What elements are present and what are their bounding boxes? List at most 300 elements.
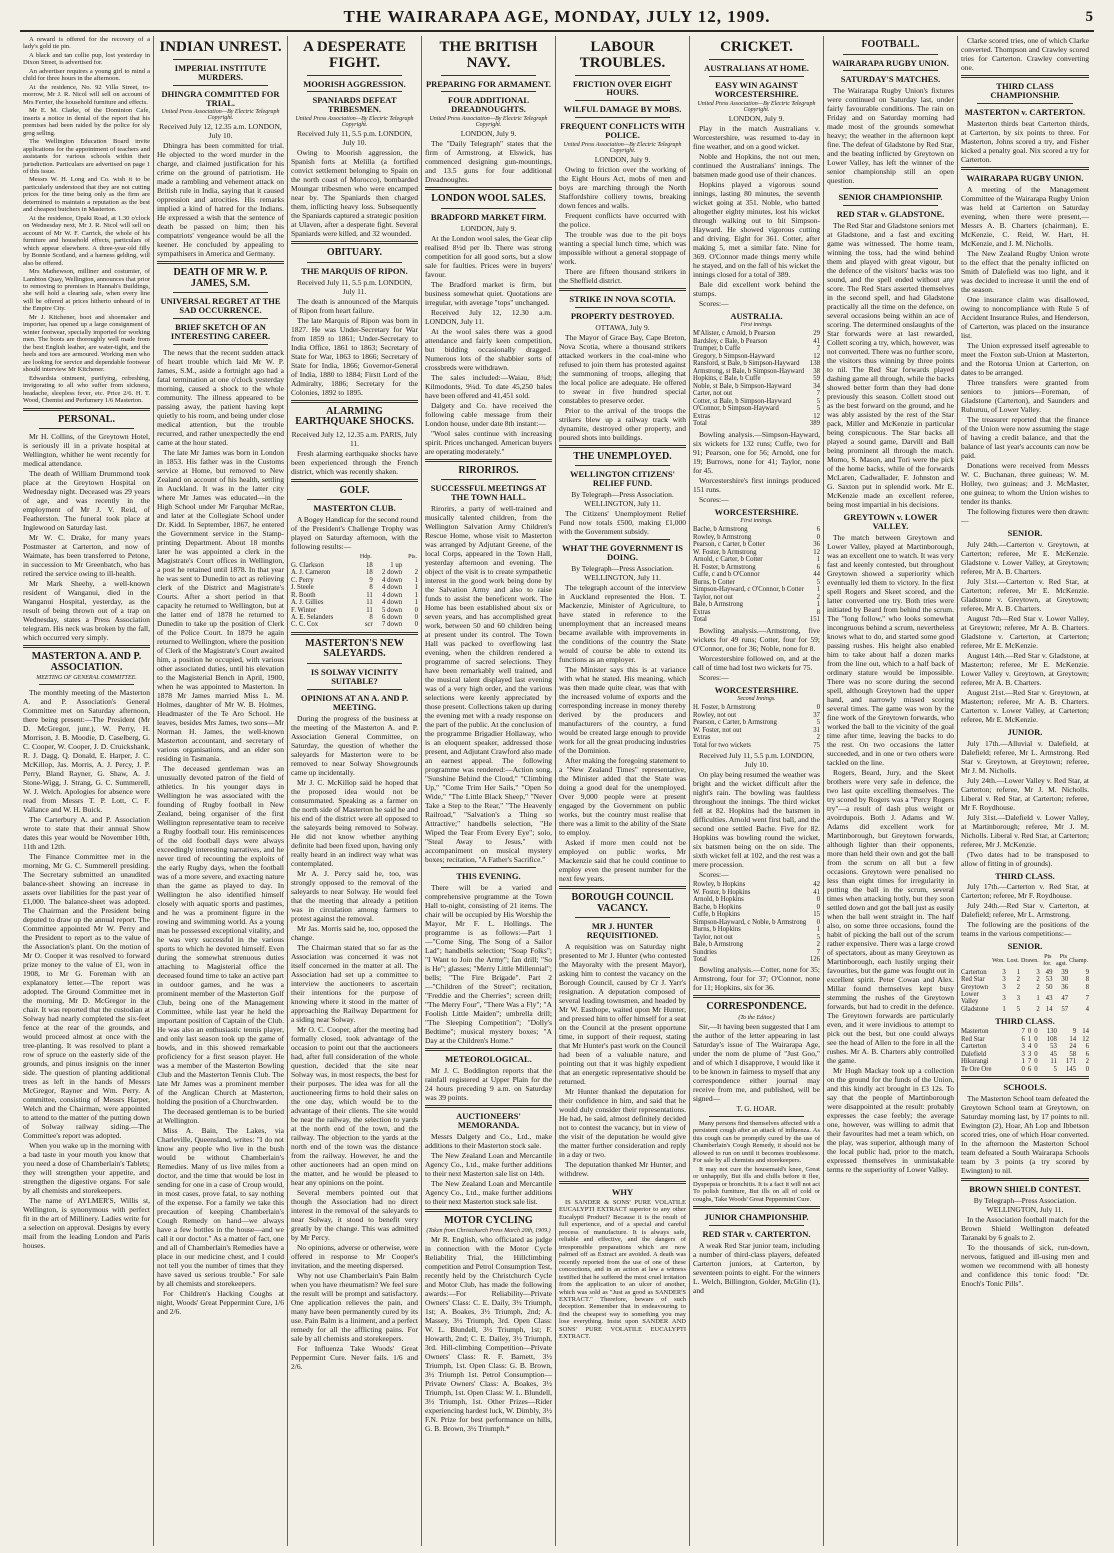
table-cell: Extras bbox=[693, 608, 711, 616]
divider bbox=[307, 663, 402, 664]
table-cell: A. J. Cameron bbox=[291, 569, 331, 577]
news-paragraph: The following fixtures were then drawn:— bbox=[961, 506, 1089, 525]
credit-line: United Press Association—By Electric Telegraph Copyright. bbox=[697, 100, 816, 113]
divider bbox=[425, 187, 552, 190]
news-paragraph: Mr Hugh Mackay took up a collection on the ground for the funds of the Union, and this kindly act brought in £3 12s. To say that the people of Martinborough were disappointed at the result: probably expresses the case feebly; the average one, however, was willing to admit that their favourites had met a team which, on the play, was superior, although many of the local public had, prior to the match, expressed themselves in unmistakable terms re the superiority of Lower Valley. bbox=[827, 1066, 954, 1175]
table-cell: 14 bbox=[1082, 1028, 1089, 1036]
table-cell: 8 bbox=[369, 613, 373, 621]
subheading: MEETING OF GENERAL COMMITTEE. bbox=[36, 675, 137, 681]
divider bbox=[843, 188, 938, 189]
subheading: SCHOOLS. bbox=[1003, 1082, 1047, 1093]
table-cell: 130 bbox=[1046, 1028, 1057, 1036]
headline-football: FOOTBALL. bbox=[861, 39, 920, 50]
scorecard-worcestershire-second bbox=[693, 704, 820, 749]
table-row bbox=[693, 541, 820, 548]
news-brief: Mr E. M. Clarke, of the Dominion Cafe, inserts a notice in denial of the report that his premises had been raided by the police for sly grog selling. bbox=[23, 107, 150, 137]
table-cell: 2 bbox=[816, 734, 820, 742]
divider bbox=[157, 261, 284, 264]
divider bbox=[843, 54, 938, 55]
table-row bbox=[291, 584, 418, 591]
table-cell: 0 bbox=[816, 533, 820, 541]
divider bbox=[291, 632, 418, 635]
table-cell: 37 bbox=[813, 711, 820, 719]
table-cell: Lower Valley bbox=[961, 990, 979, 1006]
table-header bbox=[961, 953, 991, 968]
news-paragraph: The Union expressed itself agreeable to meet the Foxton sub-Union at Masterton, and the Rotorua Union at Carterton, on dates to be arranged. bbox=[961, 340, 1089, 377]
table-row bbox=[693, 383, 820, 390]
table-header: Won. bbox=[992, 957, 1005, 964]
subheading: WHAT THE GOVERNMENT IS DOING. bbox=[562, 543, 683, 563]
table-row bbox=[961, 976, 1089, 983]
divider bbox=[425, 1105, 552, 1108]
table-cell: 49 bbox=[1045, 968, 1053, 976]
table-row bbox=[693, 911, 820, 918]
table-cell: H. Foster, b Armstrong bbox=[693, 704, 756, 712]
table-cell: Hopkins, c Bale, b Cuffe bbox=[693, 375, 761, 383]
credit-line: United Press Association—By Electric Telegraph Copyright. bbox=[563, 142, 682, 155]
table-header-row bbox=[961, 953, 1089, 968]
table-cell: 0 bbox=[414, 606, 418, 614]
table-cell: Dalefield bbox=[961, 1050, 987, 1058]
table-cell: 29 bbox=[813, 330, 820, 338]
table-cell: Rowley, b Armstrong bbox=[693, 533, 752, 541]
table-cell: 0 bbox=[1034, 1043, 1038, 1051]
news-paragraph: The sales included:—Waiau, 8¾d; Kilmodonts, 9¼d. To date 45,250 bales have been offered and 41,451 sold. bbox=[425, 372, 552, 400]
news-paragraph: Scores:— bbox=[699, 870, 729, 880]
news-paragraph: Frequent conflicts have occurred with the police. bbox=[559, 211, 686, 230]
headline-brown-shield: BROWN SHIELD CONTEST. bbox=[969, 1184, 1081, 1195]
table-cell: 0 bbox=[816, 896, 820, 904]
divider bbox=[425, 1209, 552, 1212]
table-cell: 6 bbox=[1085, 1043, 1089, 1051]
table-cell: 38 bbox=[813, 367, 820, 375]
table-row bbox=[693, 413, 820, 420]
table-cell: 4 down bbox=[381, 599, 403, 607]
dateline: Received July 11, 5.5 p.m. LONDON, July 10. bbox=[296, 129, 413, 148]
table-row bbox=[693, 712, 820, 719]
table-cell: 1 bbox=[414, 591, 418, 599]
table-cell: 30 bbox=[1061, 976, 1069, 984]
table-row bbox=[961, 1066, 1089, 1073]
headline-obituary: OBITUARY. bbox=[326, 247, 383, 259]
table-row bbox=[693, 934, 820, 941]
table-cell: 6 down bbox=[381, 613, 403, 621]
table-cell: 47 bbox=[1061, 994, 1069, 1002]
news-paragraph: For Influenza Take Woods' Great Peppermint Cure. Never fails. 1/6 and 2/6. bbox=[291, 1343, 418, 1371]
news-paragraph: Masterton thirds beat Carterton thirds, at Carterton, by six points to three. For Masterton, Johns scored a try, and Fisher kicked a penalty goal. Nix scored a try for Carterton. bbox=[961, 118, 1089, 164]
divider bbox=[961, 1076, 1089, 1079]
table-cell: Simpson-Hayward, c O'Connor, b Cotter bbox=[693, 586, 804, 594]
table-header: Drawn. bbox=[1020, 957, 1039, 964]
subheading: FOUR ADDITIONAL DREADNOUGHTS. bbox=[448, 95, 529, 115]
table-total-row bbox=[693, 616, 820, 623]
subheading: GREYTOWN v. LOWER VALLEY. bbox=[843, 512, 938, 532]
news-paragraph: The Carterbury A. and P. Association wrote to state that their annual Show dates this year would be November 10th, 11th and 12th. bbox=[23, 815, 150, 851]
table-cell: Greytown bbox=[961, 983, 989, 991]
scorecard-australia bbox=[693, 330, 820, 427]
table-cell: scr bbox=[364, 621, 373, 629]
table-cell: 18 bbox=[365, 561, 373, 569]
subheading: MOORISH AGGRESSION. bbox=[303, 78, 406, 89]
table-row bbox=[693, 609, 820, 616]
news-paragraph: Mr A. J. Percy said he, too, was strongly opposed to the removal of the saleyards to near Solway. He would feel that the meeting that already a petition was in circulation among farmers to protest against the removal. bbox=[291, 868, 418, 923]
table-row bbox=[693, 368, 820, 375]
divider bbox=[307, 499, 402, 500]
table-cell: W. Foster, b Armstrong bbox=[693, 548, 757, 556]
subheading: SPANIARDS DEFEAT TRIBESMEN. bbox=[312, 95, 397, 115]
table-cell: 3 bbox=[1002, 976, 1006, 984]
news-paragraph: Why not use Chamberlain's Pain Balm when you have rheumatism? We feel sure the result will be prompt and satisfactory. One application relieves the pain, and many have been permanently cured by its use. Pain Balm is a liniment, and a perfect remedy for all the afflicting pains. For sale by all chemists and storekeepers. bbox=[291, 1270, 418, 1343]
divider bbox=[441, 91, 536, 92]
table-row bbox=[693, 338, 820, 345]
table-row bbox=[693, 360, 820, 367]
subheading: FREQUENT CONFLICTS WITH POLICE. bbox=[560, 121, 685, 141]
table-cell: 0 bbox=[414, 621, 418, 629]
news-brief: Mr J. Kitchener, boot and shoemaker and importer, has opened up a large consignment of winter footwear, specially imported for working men. The boots are thoroughly well made from the best English leather, are water-tight, and the heels and toes are armoured. Working men who are looking for service and dependable footwear should interview Mr Kitchener. bbox=[23, 313, 150, 374]
table-row bbox=[291, 614, 418, 621]
table-cell: Arnold, c Carter, b Cotter bbox=[693, 556, 763, 564]
fixture-entry: The following are the positions of the teams in the various competitions:— bbox=[961, 920, 1089, 939]
column-8 bbox=[958, 36, 1092, 1546]
table-row bbox=[693, 926, 820, 933]
table-row bbox=[693, 549, 820, 556]
news-paragraph: The name of AYLMER'S, Willis st, Wellington, is synonymous with perfect fit in the art of Millinery. Ladies write for a selection on approval. Designs by every mail from the leading London and Paris houses. bbox=[23, 1196, 150, 1250]
table-row bbox=[961, 1028, 1089, 1035]
divider bbox=[575, 100, 670, 101]
table-cell: 58 bbox=[1069, 1050, 1077, 1058]
table-cell: 4 down bbox=[381, 591, 403, 599]
news-paragraph: Mr Jas. Morris said he, too, opposed the change. bbox=[291, 923, 418, 942]
table-cell: Ransford, st Bale, b Simpson-Hayward bbox=[693, 360, 800, 368]
news-brief: Mrs Mathewson, milliner and costumier, of Lambton Quay, Wellington, announces that prior to removing to premises in Hannah's Buildings, she will hold a clearing sale, when every line will be offered at prices hitherto unheard of in the Empire City. bbox=[23, 268, 150, 313]
news-paragraph: Dalgety and Co. have received the following cable message from their London house, under date 8th instant:— bbox=[425, 400, 552, 428]
divider bbox=[961, 167, 1089, 170]
divider bbox=[23, 408, 150, 411]
table-cell: Burns, b Hopkins bbox=[693, 926, 741, 934]
credit-line: United Press Association—By Electric Telegraph Copyright. bbox=[429, 116, 548, 129]
table-row bbox=[291, 569, 418, 576]
table-row bbox=[693, 556, 820, 563]
table-cell: 44 bbox=[813, 571, 820, 579]
news-paragraph: Mr O. C. Cooper, after the meeting had formally closed, took advantage of the occasion to point out that the auctioneers had, after full consideration of the whole question, decided that the site near Solway was, in most respects, the best for their purposes. The idea was for all the auctioneering firms to hold their sales on the one day, which would be to the advantage of their clients. The site would be near the railway, the selection to yards at the north end of the town, and the railway. The objection to the yards at the north end of the town was the distance from the railway. However, he and the other auctioneers had an open mind on the matter, and he would be pleased to hear any opinions on the point. bbox=[291, 1024, 418, 1187]
news-paragraph: The Minister says this is at variance with what he stated. His meaning, which was then made quite clear, was that with the increased volume of exports and the corresponding increase in money thereby derived by the producers and manufacturers of the country, a fund would be created large enough to provide work for all the great producing industries of the Dominion. bbox=[559, 665, 686, 756]
table-cell: 14 bbox=[1045, 1005, 1053, 1013]
subheading: IMPERIAL INSTITUTE MURDERS. bbox=[174, 62, 267, 82]
dateline: By Telegraph—Press Association. WELLINGTON, July 11. bbox=[571, 564, 674, 583]
divider bbox=[307, 91, 402, 92]
table-cell: 36 bbox=[813, 541, 820, 549]
table-cell: Hikurangi bbox=[961, 1058, 989, 1066]
table-cell: 4 bbox=[1027, 1043, 1032, 1051]
subheading: THIS EVENING. bbox=[456, 871, 521, 882]
table-header: Hdp. bbox=[359, 554, 372, 561]
column-2 bbox=[154, 36, 288, 1546]
subheading: BRIEF SKETCH OF AN INTERESTING CAREER. bbox=[170, 322, 271, 342]
news-paragraph: Scores:— bbox=[699, 672, 729, 682]
columns bbox=[20, 36, 1100, 1546]
news-paragraph: The Citizens' Unemployment Relief Fund now totals £500, making £1,000 with the Government subsidy. bbox=[559, 509, 686, 537]
table-cell: 5 bbox=[816, 933, 820, 941]
table-cell: Noble, st Bale, b Simpson-Hayward bbox=[693, 382, 792, 390]
table-cell: 7 bbox=[816, 390, 820, 398]
table-cell: 1 bbox=[1021, 1058, 1025, 1066]
table-cell: 3 bbox=[1021, 1050, 1025, 1058]
table-cell: 8 bbox=[369, 584, 373, 592]
headline-wool-sales: LONDON WOOL SALES. bbox=[431, 193, 546, 205]
divider bbox=[425, 459, 552, 462]
news-paragraph: The match between Greytown and Lower Valley, played at Martinborough, was an excellent one to watch. It was very fast and keenly contested, but throughout Greytown showed a superiority which eventually led them to victory. In the first spell Rogers and Skeet scored, and the latter converted one try. Both tries were initiated by Beard from behind the scrum. The "long follow," who looks somewhat incongruous behind a scrum, nevertheless knows what to do, and started some good passing rushes. His height also enabled him to take about half a dozen marks from the line out, which to a half back of ordinary stature would be impossible. There was no score during the second spell, although Greytown had the upper hand, and narrowly missed scoring several times. The game was won by the fine work of the Greytown forwards, who worked the ball to the vicinity of the goal time after time, leaving the backs to do the rest. On two occasions the latter succeeded, and in one or two others were tackled on the line. bbox=[827, 533, 954, 768]
table-cell: A. J. Gillies bbox=[291, 599, 324, 607]
table-cell: Sundries bbox=[693, 948, 717, 956]
table-cell: 1 bbox=[816, 601, 820, 609]
fixture-entry: July 17th.—Alluvial v. Dalefield, at Dalefield; referee, Mr L. Armstrong. Red Star v. Greytown, at Greytown; referee, Mr J. M. Nicholls. bbox=[961, 738, 1089, 775]
table-row bbox=[693, 889, 820, 896]
divider bbox=[307, 75, 402, 76]
table-row bbox=[693, 390, 820, 397]
divider bbox=[843, 205, 938, 206]
table-cell: 1 bbox=[816, 926, 820, 934]
divider bbox=[575, 117, 670, 118]
table-cell: 2 bbox=[816, 941, 820, 949]
subheading: OPINIONS AT AN A. AND P. MEETING. bbox=[300, 692, 409, 712]
scorecard-subheading: First innings. bbox=[740, 322, 773, 329]
table-row bbox=[961, 1036, 1089, 1043]
table-cell: Armstrong, st Bale, b Simpson-Hayward bbox=[693, 367, 805, 375]
dateline: Received July 12, 12.35 a.m. LONDON, July 10. bbox=[159, 122, 282, 141]
standings-third-class bbox=[961, 1028, 1089, 1073]
dateline: Received July 12, 12.35 a.m. PARIS, July 11. bbox=[291, 429, 418, 448]
table-row bbox=[693, 375, 820, 382]
table-cell: Pearson, c Carter, b Cotter bbox=[693, 541, 765, 549]
table-cell: 6 bbox=[816, 563, 820, 571]
news-paragraph: Dhingra has been committed for trial. He objected to the word murder in the charge, and claimed justification for his crime on the ground of patriotism. He made a rambling and vehement attack on British rule in India, saying that it caused oppression and atrocities. His remarks implied a kind of hatred for the Indians. He expressed a wish that the sentence of death be passed on him; then his compatriots' vengeance would be all the keener. He concluded by appealing to sympathisers in America and Germany. bbox=[157, 141, 284, 259]
table-row bbox=[961, 991, 1089, 1006]
table-cell: 5 bbox=[816, 405, 820, 413]
table-row bbox=[961, 1051, 1089, 1058]
divider bbox=[291, 400, 418, 403]
headline-correspondence: CORRESPONDENCE. bbox=[706, 1001, 807, 1013]
section-heading-ap-association: MASTERTON A. AND P. ASSOCIATION. bbox=[31, 651, 142, 673]
news-paragraph: The Red Star and Gladstone seniors met at Gladstone, and a fast and exciting game was witnessed. The home team, winning the toss, had the wind behind them and played with great vigour, but the defence of the visitors' backs was too sound, and the spell ended without any score. The Red Stars asserted themselves in the second spell, and had Gladstone practically all the time on the defence, on several occasions being within an ace of scoring. The determined onslaughts of the Star forwards were at last rewarded, Collett scoring a try, which, however, was not converted. There was no further score, the visitors thus winning by three points to nil. The Red Star forwards played dashing game all through, while the backs showed better form than they had done previously this season. Collett stood out as the best forward on the ground, and he was ably assisted by the rest of the Star pack, Miller and McKenzie in particular being conspicuous. The Star backs all played a sound game, Darvill and Ball being prominent all through the match. Momo, S. Mason, and Tori were the pick of the home backs, while of the forwards McLaren, Cadwallader, F. Johnston and G. Saxton put in splendid work. Mr E. McKenzie made an excellent referee, being most impartial in his decisions. bbox=[827, 221, 954, 510]
table-cell: C. C. Cox bbox=[291, 621, 319, 629]
subheading: AUSTRALIANS AT HOME. bbox=[704, 62, 809, 73]
news-paragraph: The Chairman stated that so far as the Association was concerned it was not itself concerned in the matter at all. The Association had set up a committee to interview the auctioneers to ascertain their intentions for the purpose of knowing where it stood in the matter of approaching the Railway Department for a siding near Solway. bbox=[291, 942, 418, 1024]
table-cell: 8 bbox=[1085, 976, 1089, 984]
divider bbox=[441, 479, 536, 480]
divider bbox=[559, 445, 686, 448]
table-header bbox=[291, 553, 353, 562]
news-paragraph: "Wool sales continue with increasing spirit. Prices unchanged. American buyers are operating moderately." bbox=[425, 428, 552, 456]
column-6 bbox=[690, 36, 824, 1546]
table-row bbox=[693, 704, 820, 711]
subheading: RED STAR v. CARTERTON. bbox=[702, 1229, 811, 1240]
divider bbox=[977, 103, 1073, 104]
table-cell: Pearson, c Carter, b Armstrong bbox=[693, 719, 777, 727]
table-cell: 42 bbox=[813, 881, 820, 889]
subheading: JUNIOR. bbox=[1007, 726, 1043, 737]
table-total-row bbox=[693, 742, 820, 749]
table-cell: Cuffe, b Hopkins bbox=[693, 911, 740, 919]
table-cell: 5 bbox=[1053, 1065, 1057, 1073]
news-paragraph: Owing to Moorish aggression, the Spanish forts at Melilla (a fortified convict settlement belonging to Spain on the north coast of Morocco), bombarded Moungar tribesmen who were encamped near by. The Spaniards then charged them, inflicting heavy loss. Subsequently the Spaniards captured a strategic position at Ulaven, after a desperate fight. Several Spaniards were killed, and 32 wounded. bbox=[291, 148, 418, 239]
table-cell: Red Star bbox=[961, 1035, 985, 1043]
news-paragraph: Scores:— bbox=[699, 494, 729, 504]
news-paragraph: The "Daily Telegraph" states that the firm of Armstrong, at Elswick, has commenced designing gun-mountings, and 13.5 guns for four additional Dreadnoughts. bbox=[425, 139, 552, 185]
table-cell: 4 bbox=[1085, 1005, 1089, 1013]
table-row bbox=[961, 984, 1089, 991]
scorecard-heading: AUSTRALIA. bbox=[730, 310, 783, 321]
fixture-entry: July 31st.—Dalefield v. Lower Valley, at Martinborough; referee, Mr J. M. Nicholls. Liberal v. Red Star, at Carterton; referee, Mr J. McKenzie. bbox=[961, 812, 1089, 849]
table-cell: Extras bbox=[693, 412, 711, 420]
divider bbox=[961, 75, 1089, 78]
credit-line: United Press Association—By Electric Telegraph Copyright. bbox=[295, 116, 414, 129]
divider bbox=[693, 1206, 820, 1209]
divider bbox=[559, 1181, 686, 1184]
table-cell: 171 bbox=[1065, 1058, 1077, 1066]
table-cell: 0 bbox=[1085, 1065, 1089, 1073]
table-row bbox=[693, 941, 820, 948]
letter-paragraph: Sir,—It having been suggested that I am the author of the letter appearing in last Saturday's issue of The Wairarapa Age, under the nom de plume of "Just Goo," and of which I disapprove, I would like it to be known in fairness to myself that any correspondence either journal may receive from me, and published, will be signed— bbox=[693, 1021, 820, 1103]
news-paragraph: During the progress of the business at the meeting of the Masterton A. and P. Association General Committee, on Saturday, the question of whether the saleyards for Masterton were to be removed to near Solway Showgrounds came up incidentally. bbox=[291, 713, 418, 777]
table-row bbox=[693, 727, 820, 734]
table-cell: H. Foster, b Armstrong bbox=[693, 563, 756, 571]
table-cell: Gregory, b Simpson-Hayward bbox=[693, 352, 775, 360]
headline-british-navy: THE BRITISH NAVY. bbox=[439, 39, 538, 71]
table-row bbox=[693, 719, 820, 726]
table-row bbox=[693, 949, 820, 956]
news-paragraph: Received July 12, 12.30 a.m. LONDON, July 11. bbox=[425, 307, 552, 326]
subheading: SENIOR. bbox=[1007, 941, 1043, 952]
news-brief: A black and tan collie pup, lost yesterday in Dixon Street, is advertised for. bbox=[23, 51, 150, 67]
news-paragraph: The news that the recent sudden attack of heart trouble which laid Mr W. P. James, S.M., aside a fortnight ago had a fatal termination at one o'clock yesterday morning, caused a shock to the whole community. The illness appeared to be passing away, the patient having kept quietly to his room, and being under close medical attention, but the trouble recurred, and rather unexpectedly the end came at the hour stated. bbox=[157, 348, 284, 448]
table-row bbox=[961, 969, 1089, 976]
table-header: Pts for. bbox=[1043, 954, 1052, 967]
subheading: BRADFORD MARKET FIRM. bbox=[430, 211, 547, 222]
table-cell: 39 bbox=[1061, 968, 1069, 976]
table-cell: 3 bbox=[1002, 968, 1006, 976]
fixture-entry: July 31st.—Carterton v. Red Star, at Carterton; referee, Mr E. McKenzie. Gladstone v. Greytown, at Greytown; referee, Mr A. B. Charters. bbox=[961, 576, 1089, 613]
table-cell: 53 bbox=[1045, 976, 1053, 984]
table-header: Pts. bbox=[408, 554, 417, 561]
subheading: SENIOR CHAMPIONSHIP. bbox=[838, 192, 943, 203]
table-cell: 1 bbox=[816, 586, 820, 594]
table-row bbox=[291, 562, 418, 569]
table-cell: O'Connor, b Simpson-Hayward bbox=[693, 405, 779, 413]
subheading: THE MARQUIS OF RIPON. bbox=[301, 265, 408, 276]
table-cell: 12 bbox=[1082, 1035, 1089, 1043]
subheading: WILFUL DAMAGE BY MOBS. bbox=[563, 104, 682, 115]
table-row bbox=[961, 1006, 1089, 1013]
table-cell: G. Clarkson bbox=[291, 561, 324, 569]
table-cell: 11 bbox=[366, 591, 373, 599]
column-4 bbox=[422, 36, 556, 1546]
scorecard-subheading: Second Innings. bbox=[737, 696, 776, 703]
news-paragraph: Rirorirs, a party of well-trained and musically talented children, from the Wellington Salvation Army Children's Rescue Home, whose visit to Masterton was arranged by Adjutant Greene, of the local Corps, appeared in the Town Hall, yesterday afternoon and evening. The object of the visit is to create sympathetic interest in the good work being done by the Salvation Army and also to raise funds to assist the beneficent work. The Home has been established about six or seven years, and has accomplished great work, between 50 and 60 children being at present under its control. The Town Hall was packed to overflowing last evening, when the children rendered a programme of sacred selections. They have been remarkably well trained, and the musical talent displayed last evening was of a very high order, and the various selections were keenly appreciated by those present. Collections taken up during the evening met with a ready response on the part of the public. At the conclusion of the programme Brigadier Hollaway, who is an eloquent speaker, addressed those present, and Adjutant Crawford also made an earnest appeal. The following programme was rendered:—Action song, "Sunshine Behind the Cloud," "Climbing Up," "Come Trim Her Sails," "Open So Wide," "The Little Black Sheep," "Never Take a Step to the Rear," "The Heavenly Railroad," "Salvation's a Thing so Attractive;" handbells selection, "He Wiped the Tear From Every Eye"; solo, "Steal Away to Jesus," with accompaniment on musical mystery boxes; recitation, "A Father's Sacrifice." bbox=[425, 504, 552, 865]
divider bbox=[709, 59, 804, 60]
news-paragraph: A meeting of the Management Committee of the Wairarapa Rugby Union was held at Carterton on Saturday evening, when there were present,—Messrs A. B. Charters (chairman), E. McKenzie, C. Reid, W. Hart, H. McKenzie, and J. M. Nicholls. bbox=[961, 184, 1089, 248]
table-cell: 12 bbox=[813, 548, 820, 556]
news-paragraph: At the London wool sales, the Gear clip realised 8½d per lb. There was strong competition for all good sorts, but a slow sale for faulties. Prices were in buyers' favour. bbox=[425, 233, 552, 279]
news-paragraph: The late Marquis of Ripon was born in 1827. He was Under-Secretary for War from 1859 to 1861; Under-Secretary to India Office, 1861 to 1863; Secretary of State for War, 1863 to 1866; Secretary of State for India, 1866; Governor-General of India, 1880 to 1884; Firstt Lord of the Admiralty, 1886; Secretary for the Colonies, 1892 to 1895. bbox=[291, 315, 418, 397]
table-row bbox=[693, 564, 820, 571]
table-cell: 2 bbox=[816, 593, 820, 601]
news-paragraph: Messrs Dalgety and Co., Ltd., make additions to their Masterton stock sale. bbox=[425, 1131, 552, 1150]
column-5 bbox=[556, 36, 690, 1546]
news-paragraph: The Bradford market is firm, but business somewhat quiet. Quotations are irregular, with average "tops" unchanged. bbox=[425, 279, 552, 307]
news-paragraph: The New Zealand Rugby Union wrote to the effect that the penalty inflicted on Smith of Dalefield was too light, and it was decided to increase it until the end of the season. bbox=[961, 248, 1089, 294]
table-cell: 9 bbox=[1085, 968, 1089, 976]
table-cell: 15 bbox=[813, 911, 820, 919]
subheading: SENIOR. bbox=[1007, 527, 1043, 538]
dateline: LONDON, July 9. bbox=[728, 113, 785, 123]
table-cell: 5 bbox=[816, 397, 820, 405]
table-cell: Taylor, not out bbox=[693, 933, 733, 941]
table-cell: 5 bbox=[816, 719, 820, 727]
news-paragraph: The Masterton School team defeated the Greytown School team at Greytown, on Saturday morning last, by 17 points to nil. Ewington (2), Hoar, Ah Lop and Ibbetson scored tries, one of which Hoar converted. In the afternoon the Masterton School team defeated a South Wairarapa Schools team by 3 points (a try scored by Ewington) to nil. bbox=[961, 1094, 1089, 1176]
advert-text: Many persons find themselves affected with a persistent cough after an attack of influenza. As this cough can be promptly cured by the use of Chamberlain's Cough Remedy, it should not be allowed to run on until it becomes troublesome. For sale by all chemists and storekeepers. bbox=[693, 1119, 820, 1165]
table-cell: Burns, b Cotter bbox=[693, 578, 735, 586]
fixture-entry: July 17th.—Carterton v. Red Star, at Carterton; referee, Mr F. Roydhouse. bbox=[961, 882, 1089, 901]
table-cell: 7 bbox=[1085, 994, 1089, 1002]
table-cell: 1 bbox=[414, 599, 418, 607]
table-row bbox=[693, 398, 820, 405]
table-row bbox=[693, 586, 820, 593]
table-cell: 0 bbox=[1034, 1058, 1038, 1066]
table-cell: 6 bbox=[816, 526, 820, 534]
scorecard-heading: WORCESTERSHIRE. bbox=[714, 506, 799, 517]
news-paragraph: The monthly meeting of the Masterton A. and P. Association's General Committee met on Saturday afternoon, there being present:—The President (Mr D. McGregor, junr.), W. Perry, H. Morrison, J. B. Moodie, D. Caselberg, G. C. Cooper, W. Cooper, J. D. Cruickshank, R. J. Dagg, Q. Donald, E. Harper, J. C. McKillop, Jas. Morris, A. J. Percy, J. P. Perry, Bland Rayner, G. Shaw, A. J. Stone-Wigg, J. Strang, G. C. Summerell, W. J. Welch. Apologies for absence were read from Messrs T. P. Lott, C. F. Vallance and W. H. Buick. bbox=[23, 688, 150, 814]
headline-death-james: DEATH OF MR W. P. JAMES, S.M. bbox=[173, 267, 268, 289]
divider bbox=[575, 307, 670, 308]
news-paragraph: Play in the match Australians v. Worcestershire, was resumed to-day in fine weather, and on a good wicket. bbox=[693, 123, 820, 151]
news-paragraph: The death is announced of the Marquis of Ripon from heart failure. bbox=[291, 296, 418, 315]
subheading: WELLINGTON CITIZENS' RELIEF FUND. bbox=[570, 469, 675, 489]
subheading: MR J. HUNTER REQUISITIONED. bbox=[586, 921, 659, 941]
table-cell: 4 down bbox=[381, 584, 403, 592]
divider bbox=[575, 75, 670, 76]
table-cell: 11 bbox=[1050, 1058, 1057, 1066]
table-cell: W. Foster, not out bbox=[693, 726, 742, 734]
news-paragraph: Owing to friction over the working of the Eight Hours Act, mobs of men and boys are marching through the North Staffordshire colliery towns, breaking down fences and walls. bbox=[559, 165, 686, 211]
table-row bbox=[693, 330, 820, 337]
subheading: RED STAR v. GLADSTONE. bbox=[836, 209, 945, 220]
letter-signature: T. G. HOAR. bbox=[736, 1103, 777, 1113]
table-cell: 7 down bbox=[381, 621, 403, 629]
divider bbox=[961, 1178, 1089, 1181]
divider bbox=[23, 645, 150, 648]
table-cell: M'Alister, c Arnold, b Pearson bbox=[693, 330, 776, 338]
table-cell: 53 bbox=[1050, 1043, 1057, 1051]
table-row bbox=[693, 526, 820, 533]
table-cell: 8 bbox=[816, 608, 820, 616]
headline-golf: GOLF. bbox=[339, 484, 370, 496]
subheading: SUCCESSFUL MEETINGS AT THE TOWN HALL. bbox=[430, 483, 547, 503]
divider bbox=[307, 262, 402, 263]
subheading: THIRD CLASS CHAMPIONSHIP. bbox=[990, 81, 1060, 100]
table-cell: Total bbox=[693, 955, 707, 963]
table-cell: Bache, b Hopkins bbox=[693, 903, 742, 911]
table-cell: Te Ore Ore bbox=[961, 1065, 992, 1073]
subheading: THIRD CLASS. bbox=[995, 870, 1055, 881]
divider bbox=[39, 428, 134, 429]
news-paragraph: In the Association football match for the Brown Shield Wellington defeated Taranaki by 6 goals to 2. bbox=[961, 1214, 1089, 1242]
subheading: (Taken from Christchurch Press March 20th, 1909.) bbox=[426, 1228, 551, 1235]
table-row bbox=[291, 621, 418, 628]
divider bbox=[441, 75, 536, 76]
scorecard-subheading: First innings. bbox=[740, 518, 773, 525]
table-cell: Bale, b Armstrong bbox=[693, 601, 744, 609]
news-brief: A reward is offered for the recovery of a lady's gold tie pin. bbox=[23, 36, 150, 51]
